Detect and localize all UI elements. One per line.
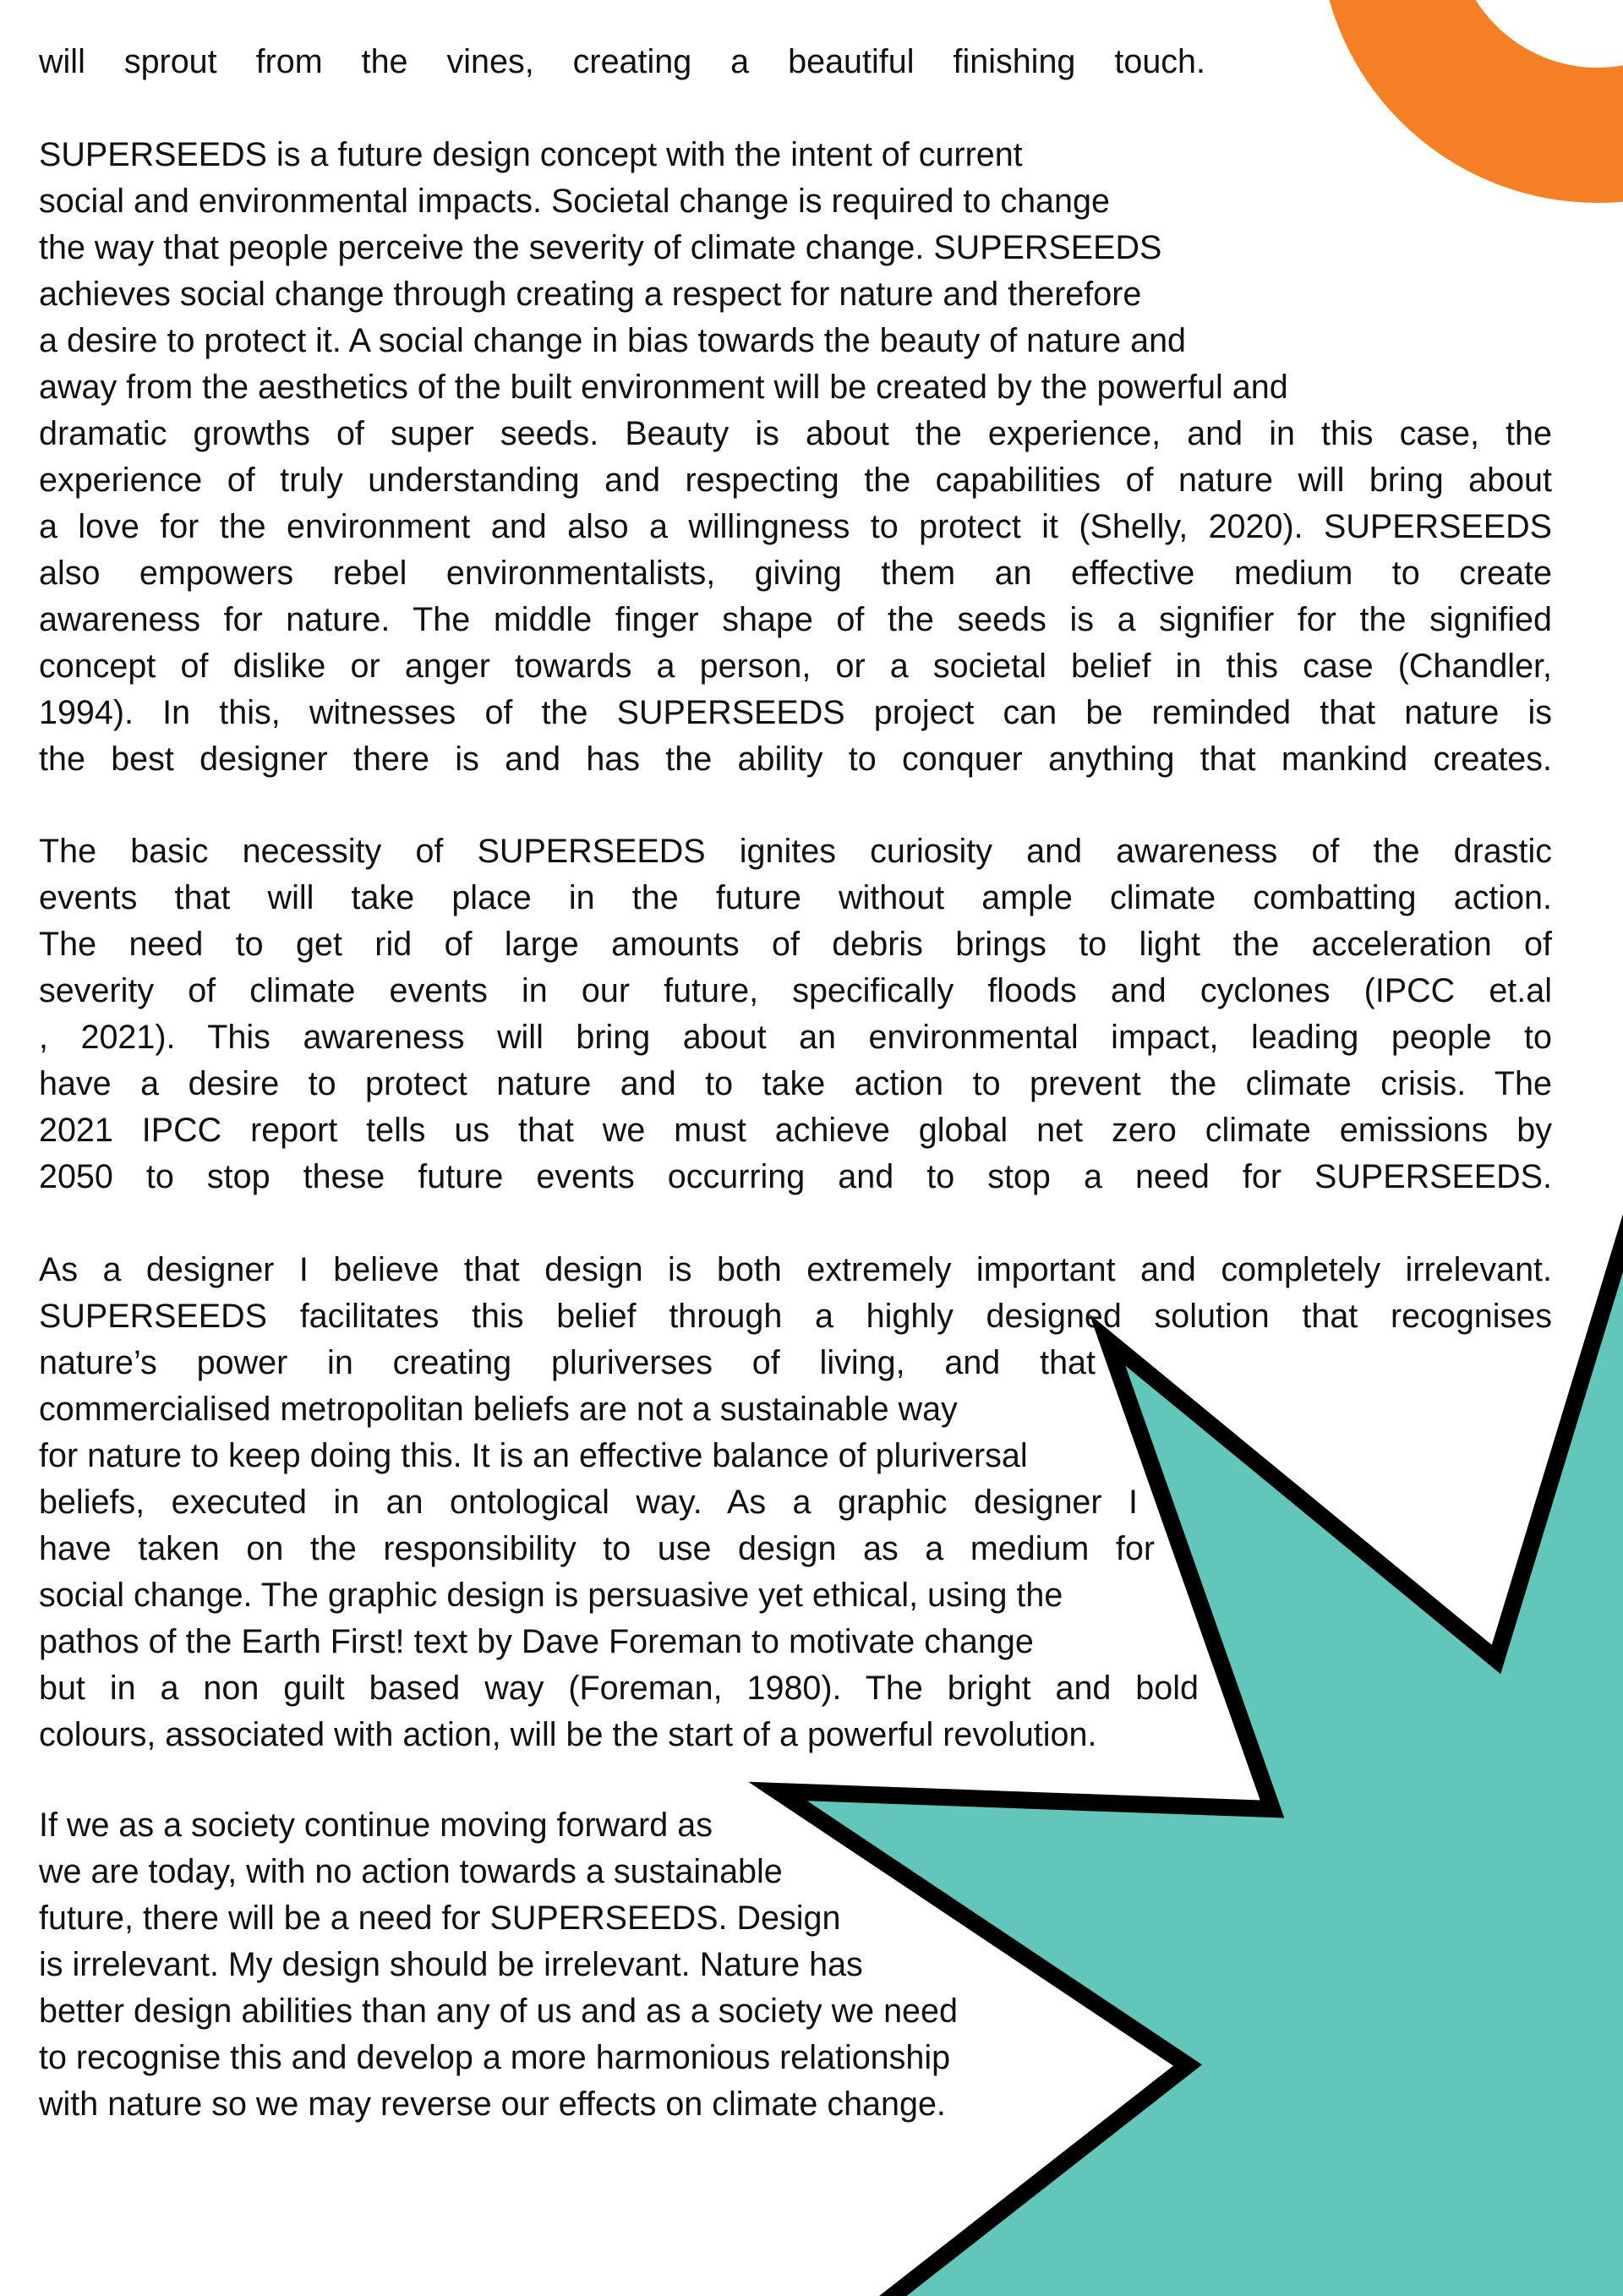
text-line: The basic necessity of SUPERSEEDS ignites curiosity and awareness of the drastic [39,833,1552,870]
text-line: the way that people perceive the severity of climate change. SUPERSEEDS [39,229,1162,266]
text-line: is irrelevant. My design should be irrelevant. Nature has [39,1946,863,1983]
text-line: we are today, with no action towards a sustainable [39,1853,783,1890]
text-line: with nature so we may reverse our effects on climate change. [39,2086,946,2123]
paragraph-5 [39,1802,1307,2128]
text-line: dramatic growths of super seeds. Beauty is about the experience, and in this case, the [39,415,1552,452]
orange-ring-shape [1386,0,1623,135]
text-line: will sprout from the vines, creating a beautiful finishing touch. [39,43,1205,80]
text-line: 2021 IPCC report tells us that we must achieve global net zero climate emissions by [39,1112,1552,1149]
text-line: to recognise this and develop a more harmonious relationship [39,2039,951,2076]
text-line: The need to get rid of large amounts of debris brings to light the acceleration of [39,926,1552,963]
text-line: away from the aesthetics of the built environment will be created by the powerful and [39,369,1288,406]
paragraph-4 [39,1247,1552,1758]
text-line: SUPERSEEDS facilitates this belief through a highly designed solution that recognises [39,1298,1552,1335]
text-line: a desire to protect it. A social change in bias towards the beauty of nature and [39,322,1187,359]
text-line: 1994). In this, witnesses of the SUPERSEEDS project can be reminded that nature is [39,694,1552,731]
text-line: concept of dislike or anger towards a person, or a societal belief in this case (Chandler, [39,648,1552,685]
text-line: achieves social change through creating a respect for nature and therefore [39,276,1142,313]
text-line: nature’s power in creating pluriverses of living, and that [39,1344,1096,1381]
text-line: future, there will be a need for SUPERSEEDS. Design [39,1900,841,1937]
text-line: the best designer there is and has the ability to conquer anything that mankind creates. [39,741,1552,778]
text-line: social change. The graphic design is persuasive yet ethical, using the [39,1577,1063,1614]
text-line: pathos of the Earth First! text by Dave Foreman to motivate change [39,1623,1034,1660]
text-line: but in a non guilt based way (Foreman, 1980). The bright and bold [39,1670,1199,1707]
text-line: colours, associated with action, will be the start of a powerful revolution. [39,1716,1097,1753]
text-line: awareness for nature. The middle finger shape of the seeds is a signifier for the signified [39,601,1552,638]
text-line: beliefs, executed in an ontological way. As a graphic designer I [39,1484,1138,1521]
text-line: for nature to keep doing this. It is an effective balance of pluriversal [39,1437,1028,1474]
text-line: better design abilities than any of us and as a society we need [39,1993,958,2030]
text-line: have a desire to protect nature and to take action to prevent the climate crisis. The [39,1065,1552,1102]
text-line: experience of truly understanding and respecting the capabilities of nature will bring about [39,462,1552,499]
text-line: also empowers rebel environmentalists, giving them an effective medium to create [39,555,1552,592]
paragraph-2 [39,132,1552,783]
text-line: SUPERSEEDS is a future design concept with the intent of current [39,136,1023,173]
text-line: , 2021). This awareness will bring about an environmental impact, leading people to [39,1019,1552,1056]
text-line: As a designer I believe that design is both extremely important and completely irrelevant. [39,1251,1552,1288]
text-line: social and environmental impacts. Societal change is required to change [39,183,1110,220]
text-line: have taken on the responsibility to use design as a medium for [39,1530,1155,1567]
text-line: 2050 to stop these future events occurring and to stop a need for SUPERSEEDS. [39,1158,1552,1195]
text-line: events that will take place in the future without ample climate combatting action. [39,879,1552,916]
text-line: severity of climate events in our future, specifically floods and cyclones (IPCC et.al [39,972,1552,1009]
paragraph-1 [39,39,1205,85]
text-line: commercialised metropolitan beliefs are not a sustainable way [39,1391,958,1428]
paragraph-3 [39,828,1552,1200]
text-line: If we as a society continue moving forward as [39,1807,713,1844]
text-line: a love for the environment and also a willingness to protect it (Shelly, 2020). SUPERSEEDS [39,508,1552,545]
